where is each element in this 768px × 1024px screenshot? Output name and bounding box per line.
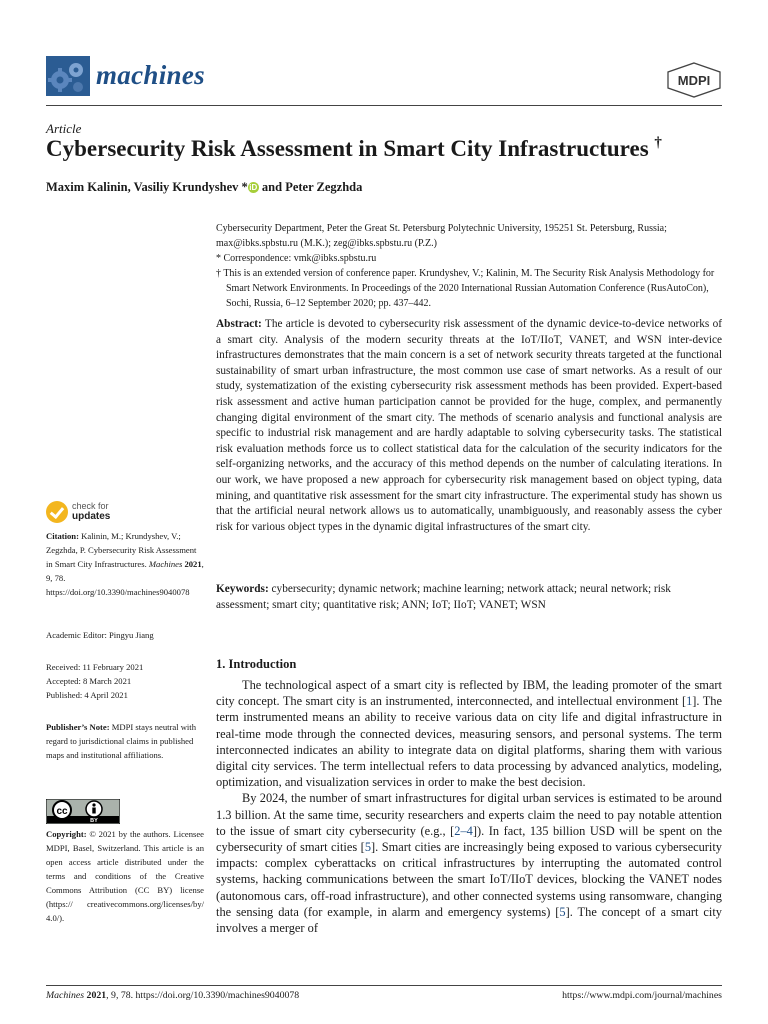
svg-text:BY: BY [90, 818, 98, 824]
check-for-updates-button[interactable]: check for updates [46, 500, 166, 526]
citation-link[interactable]: 5 [559, 904, 566, 919]
published-date: Published: 4 April 2021 [46, 690, 128, 700]
abstract-label: Abstract: [216, 318, 262, 330]
journal-name: machines [96, 60, 205, 90]
header-rule [46, 105, 722, 106]
dates [46, 660, 204, 702]
keywords-text: cybersecurity; dynamic network; machine learning; network attack; neural network; risk assessment; smart city; quantitative risk; ANN; IoT; IIoT; VANET; WSN [216, 583, 671, 611]
keywords-label: Keywords: [216, 583, 269, 595]
footer-rule [46, 985, 722, 986]
introduction-body [216, 677, 722, 936]
check-updates-icon [46, 501, 68, 523]
publisher-note: Publisher’s Note: MDPI stays neutral with regard to jurisdictional claims in published maps and institutional affiliations. [46, 722, 196, 760]
footer-citation: Machines 2021, 9, 78. https://doi.org/10.3390/machines9040078 [46, 990, 300, 1001]
abstract [216, 317, 722, 535]
paragraph: By 2024, the number of smart infrastructures for digital urban services is estimated to be around 1.3 billion. At the same time, security researchers and experts claim the need to pay notable attention to the issue of smart city cybersecurity (e.g., [2–4]). In fact, 135 billion USD will be spent on the cybersecurity of smart cities [5]. Smart cities are increasingly being exposed to various cybersecurity impacts: complex cyberattacks on critical infrastructures by interrupting the automated control systems, hacking communications between the smart IoT/IIoT devices, blocking the VANET nodes (autonomous cars, off-road infrastructure), and other connected systems using ransomware, changing the sensing data (for example, in alarm and emergency systems) [5]. The concept of a smart city involves a merger of [216, 791, 723, 936]
orcid-icon[interactable]: iD [249, 183, 258, 192]
mdpi-logo-icon [666, 62, 722, 98]
received-date: Received: 11 February 2021 [46, 662, 144, 672]
article-title: Cybersecurity Risk Assessment in Smart City Infrastructures † [46, 135, 662, 161]
gears-logo-icon [46, 56, 90, 96]
accepted-date: Accepted: 8 March 2021 [46, 676, 132, 686]
section-heading: 1. Introduction [216, 657, 297, 671]
citation-link[interactable]: 1 [686, 694, 693, 709]
svg-text:cc: cc [56, 806, 68, 817]
svg-text:MDPI: MDPI [677, 73, 711, 88]
keywords [216, 582, 722, 613]
citation-link[interactable]: 5 [364, 840, 372, 855]
correspondence: * Correspondence: vmk@ibks.spbstu.ru [216, 253, 377, 264]
affiliations [216, 221, 726, 311]
academic-editor: Academic Editor: Pingyu Jiang [46, 630, 154, 640]
author-list: Maxim Kalinin, Vasiliy Krundyshev * iD and Peter Zegzhda [46, 180, 363, 194]
cc-by-license-icon[interactable] [46, 799, 120, 824]
citation: Citation: Kalinin, M.; Krundyshev, V.; Zegzhda, P. Cybersecurity Risk Assessment in Smart City Infrastructures. Machines 2021, 9, 78. https://doi.org/10.3390/machines9040078 [46, 531, 204, 597]
abstract-text: The article is devoted to cybersecurity risk assessment of the dynamic device-to-device networks of a smart city. Analysis of the modern security threats at the IoT/IIoT, VANET, and WSN inter-device infrastructures demonstrates that the main concern is a set of network security threats targeted at the functional sustainability of smart urban infrastructure, the most common use case of smart networks. As a result of our study, systematization of the existing cybersecurity risk assessment methods has been provided. Expert-based risk assessment and active human participation cannot be provided for the huge, complex, and permanently changing digital environment of the smart city. The methods of scenario analysis and functional analysis are specific to industrial risk management and are hardly adaptable to solving cybersecurity tasks. The statistical risk evaluation methods force us to collect statistical data for the calculation of the security indicators for the self-organizing networks, and the accuracy of this method depends on the number of calculating iterations. In our work, we have proposed a new approach for cybersecurity risk management based on object typing, data mining, and quantitative risk assessment for the smart city infrastructure. The experimental study has shown us that the artificial neural network allows us to automatically, unambiguously, and reasonably assess the cyber risk for various object types in the dynamic digital infrastructures of the smart city. [216, 318, 722, 533]
paragraph: The technological aspect of a smart city is reflected by IBM, the leading promoter of the smart city concept. The smart city is an instrumented, interconnected, and intellectual environment [1]. The term instrumented means an ability to receive various data on city life and digital infrastructure in real-time mode through the connected devices, measuring sensors, and personal systems. The term interconnected indicates an ability to integrate data on digital platforms, sharing them with various digital city services. The term intellectual refers to data processing by advanced analytics, modeling, optimization, and visualization services in order to make the best decision. [216, 678, 722, 790]
journal-url-link[interactable]: https://www.mdpi.com/journal/machines [562, 990, 722, 1001]
affiliation-dept: Cybersecurity Department, Peter the Great St. Petersburg Polytechnic University, 195251 St. Petersburg, Russia; max@ibks.spbstu.ru (M.K.); zeg@ibks.spbstu.ru (P.Z.) [216, 223, 667, 249]
copyright-notice: Copyright: © 2021 by the authors. Licensee MDPI, Basel, Switzerland. This article is an open access article distributed under the terms and conditions of the Creative Commons Attribution (CC BY) license (https:// creativecommons.org/licenses/by/ 4.0/). [46, 829, 204, 923]
title-footnote-mark: † [654, 135, 662, 151]
citation-link[interactable]: 2–4 [454, 823, 473, 838]
article-type: Article [46, 121, 82, 136]
conference-note: † This is an extended version of conference paper. Krundyshev, V.; Kalinin, M. The Security Risk Analysis Methodology for Smart Network Environments. In Proceedings of the 2020 International Russian Automation Conference (RusAutoCon), Sochi, Russia, 6–12 September 2020; pp. 437–442. [216, 268, 715, 309]
